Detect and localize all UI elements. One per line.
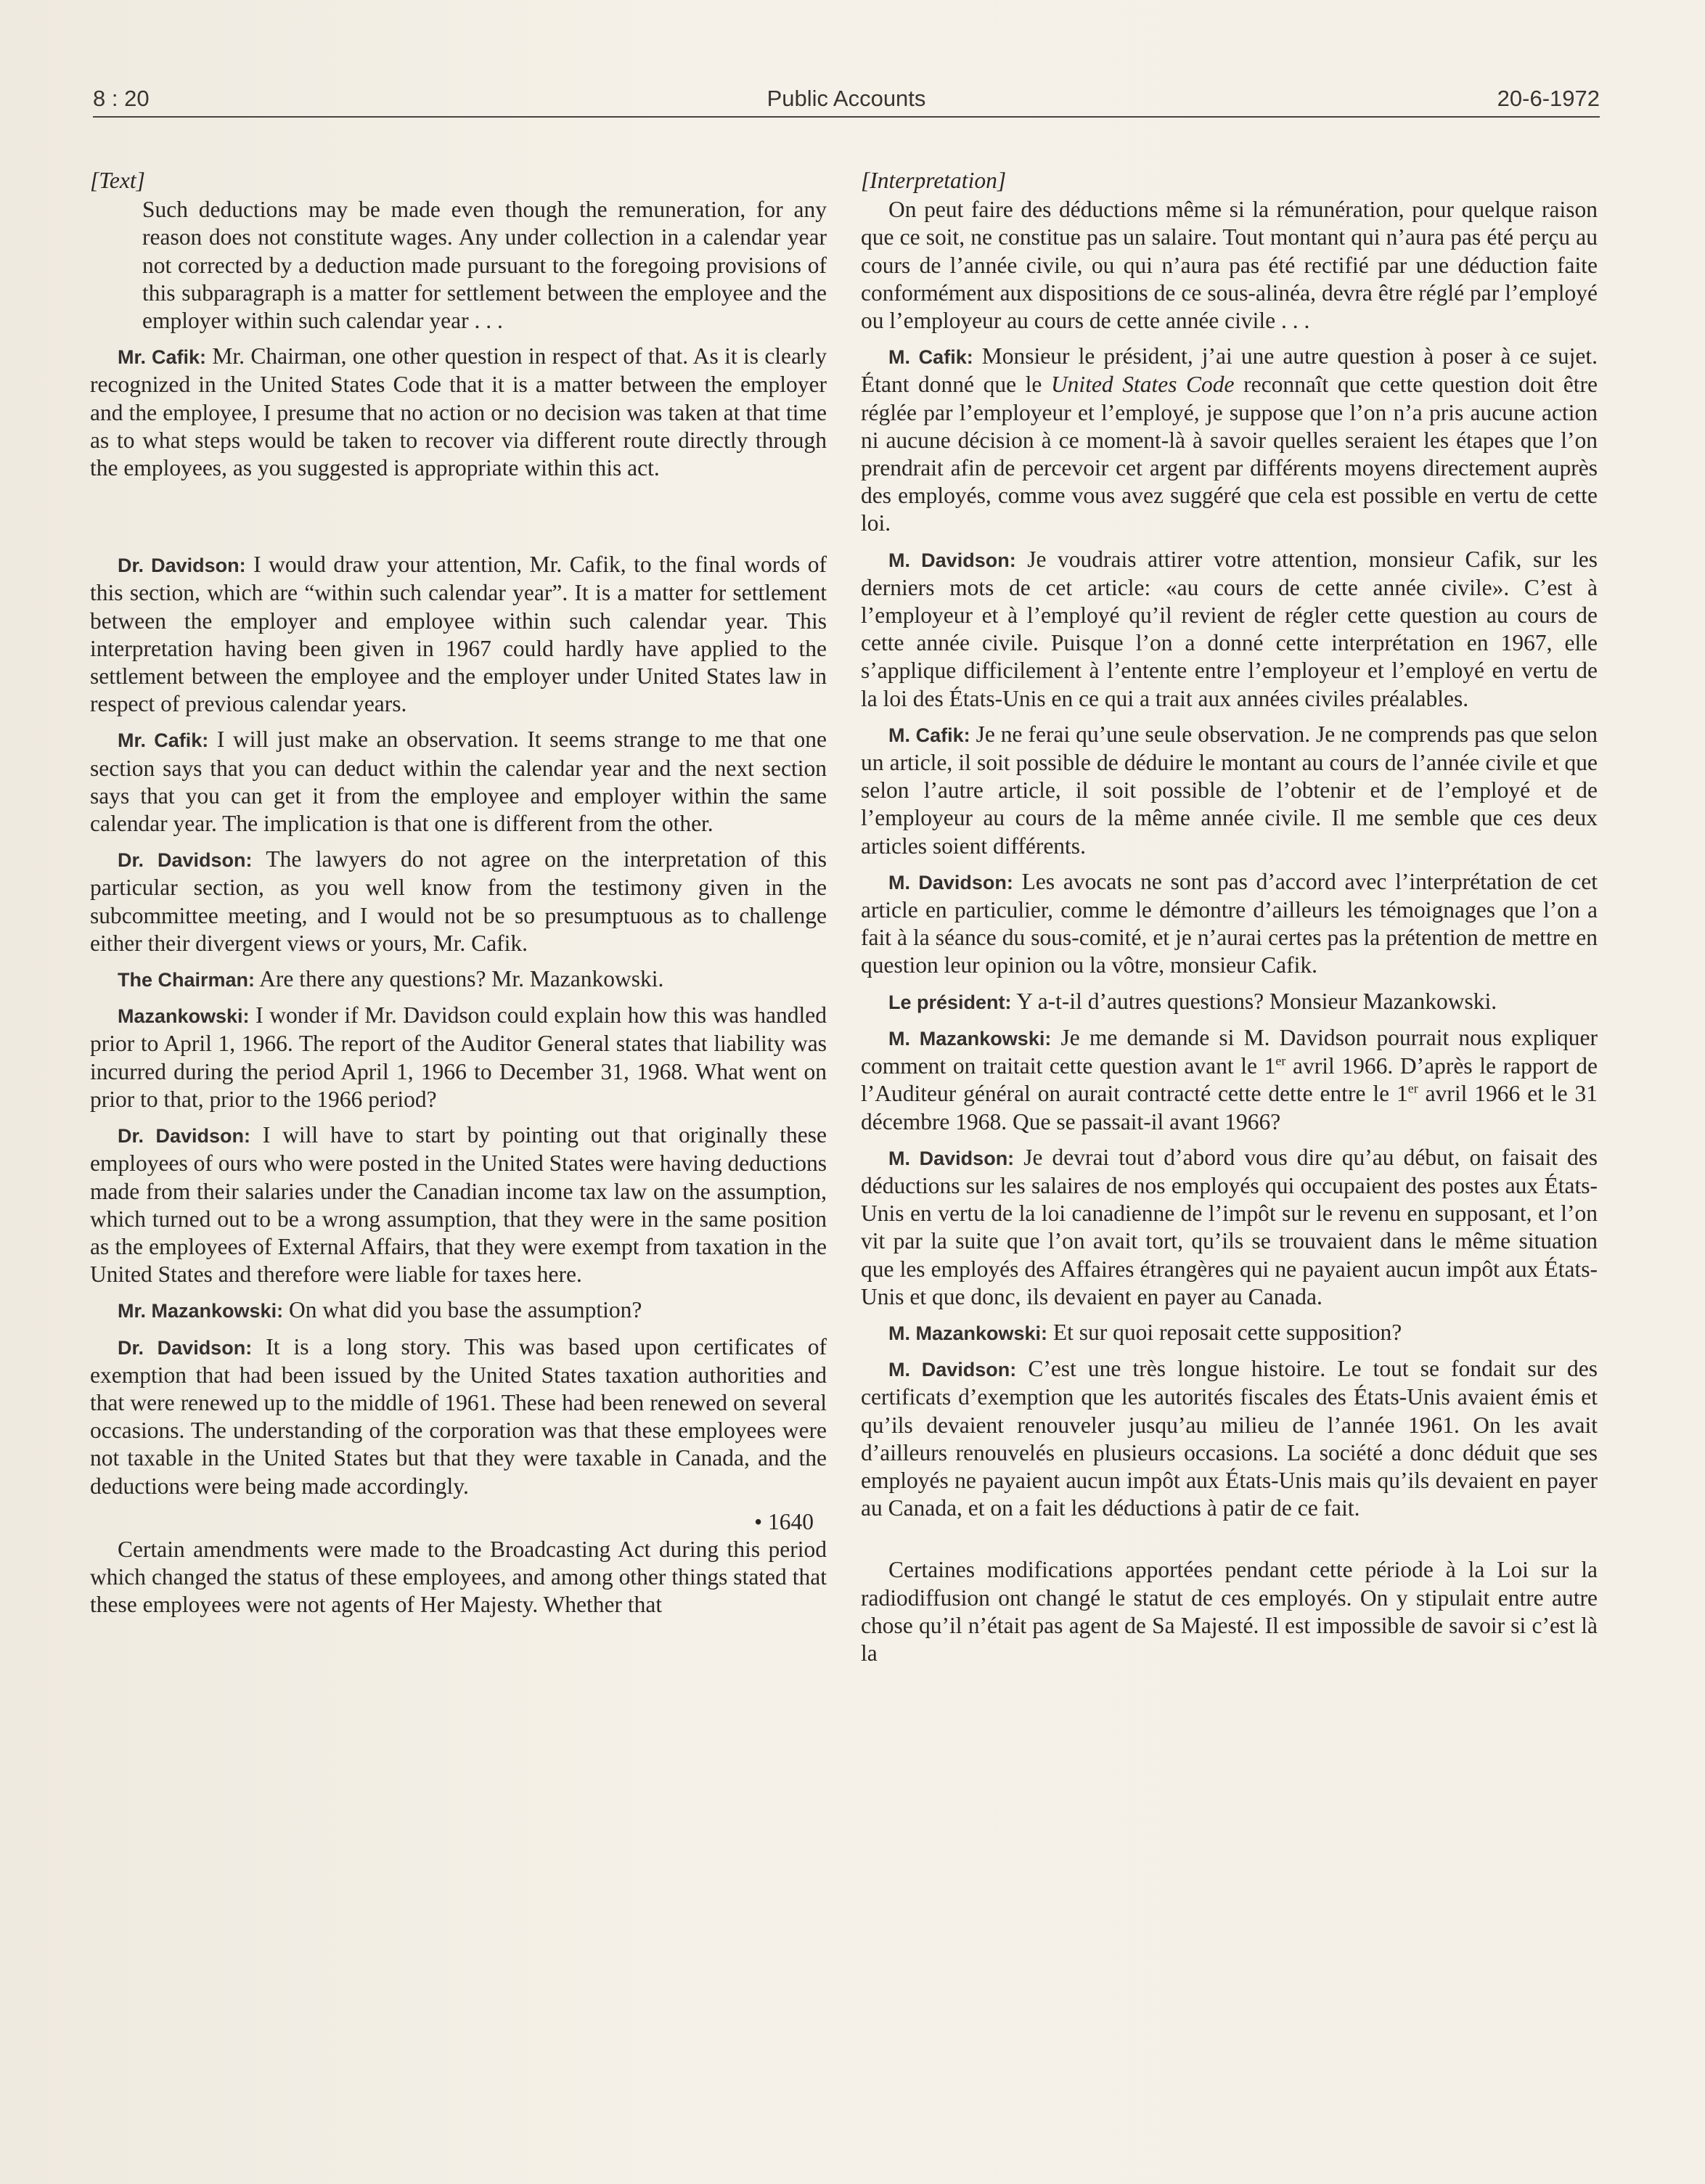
paragraph: Certain amendments were made to the Broadcasting Act during this period which changed the status of these employees, and among other things stated that these employees were not agents of Her Majesty. Whether that xyxy=(90,1536,827,1618)
paragraph xyxy=(861,546,1598,713)
speech-text: Je voudrais attirer votre attention, monsieur Cafik, sur les derniers mots de cet article: «au cours de cette année civile». C’est à l’employeur et à l’employé qu’il revient de régler cette question au cours de cette année civile. Puisque l’on a donné cette interprétation en 1967, elle s’applique difficilement à l’entente entre l’employeur et l’employé en vertu de la loi des États-Unis en ce qui a trait aux années civiles préalables. xyxy=(861,546,1598,711)
speaker-name: Dr. Davidson: xyxy=(118,849,253,872)
speech-text: Je ne ferai qu’une seule observation. Je ne comprends pas que selon un article, il soit possible de déduire le montant au cours de l’année civile et que selon l’autre article, il soit possible de l’obtenir et de l’employé et de l’employeur au cours de la même année civile. Il me semble que ces deux articles soient différents. xyxy=(861,721,1598,859)
english-column xyxy=(90,167,827,1627)
speaker-name: The Chairman: xyxy=(118,969,255,991)
speaker-name: M. Mazankowski: xyxy=(888,1322,1048,1344)
speaker-name: Mr. Mazankowski: xyxy=(118,1300,284,1322)
speech-text: I will just make an observation. It seems strange to me that one section says that you can deduct within the calendar year and the next section says that you can get it from the employee and employer within the same calendar year. The implication is that one is different from the other. xyxy=(90,727,827,837)
speech-text: avril 1966. D’après le rapport de l’Auditeur général on aurait contracté cette dette entre le 1 xyxy=(861,1053,1598,1107)
paragraph xyxy=(861,868,1598,980)
paragraph xyxy=(90,343,827,482)
speaker-name: M. Davidson: xyxy=(888,1359,1017,1381)
spacer xyxy=(90,490,827,551)
paragraph xyxy=(90,965,827,994)
paragraph xyxy=(861,988,1598,1016)
speaker-name: M. Cafik: xyxy=(888,346,973,369)
speech-text: C’est une très longue histoire. Le tout se fondait sur des certificats d’exemption que les autorités fiscales des États-Unis avaient émis et qu’ils devaient renouveler jusqu’au milieu de l’année 1961. On les avait d’ailleurs renouvelés en plusieurs occasions. La société a donc déduit que ses employés ne payaient aucun impôt aux États-Unis mais qu’ils devaient en payer au Canada, et on a fait les déductions à patir de ce fait. xyxy=(861,1356,1598,1521)
paragraph xyxy=(861,343,1598,537)
french-column xyxy=(861,167,1598,1675)
paragraph: On peut faire des déductions même si la rémunération, pour quelque raison que ce soit, ne constitue pas un salaire. Tout montant qui n’aura pas été perçu au cours de l’année civile, ou qui n’aura pas été rectifié par une déduction faite conformément aux dispositions de ce sous-alinéa, devra être réglé par l’employé ou l’employeur au cours de cette année civile . . . xyxy=(861,197,1598,334)
header-date: 20-6-1972 xyxy=(1497,86,1600,111)
speaker-name: Mazankowski: xyxy=(118,1005,250,1028)
speech-text: I wonder if Mr. Davidson could explain how this was handled prior to April 1, 1966. The report of the Auditor General states that liability was incurred during the period April 1, 1966 to December 31, 1968. What went on prior to that, prior to the 1966 period? xyxy=(90,1002,827,1112)
paragraph xyxy=(861,1144,1598,1311)
speaker-name: Mr. Cafik: xyxy=(118,346,207,369)
speech-text: Les avocats ne sont pas d’accord avec l’interprétation de cet article en particulier, comme le démontre d’ailleurs les témoignages que l’on a fait à la séance du sous-comité, et je n’aurai certes pas la prétention de mettre en question leur opinion ou la vôtre, monsieur Cafik. xyxy=(861,868,1598,978)
speech-text: Are there any questions? Mr. Mazankowski. xyxy=(255,966,664,992)
speech-text: avril 1966 et le 31 décembre 1968. Que se passait-il avant 1966? xyxy=(861,1081,1598,1134)
speech-text: I would draw your attention, Mr. Cafik, to the final words of this section, which are “within such calendar year”. It is a matter for settlement between the employer and employee within such calendar year. This interpretation having been given in 1967 could hardly have applied to the settlement between the employee and the employer under United States law in respect of previous calendar years. xyxy=(90,552,827,717)
speech-text: Et sur quoi reposait cette supposition? xyxy=(1047,1319,1402,1345)
paragraph xyxy=(90,726,827,838)
speech-text: I will have to start by pointing out that originally these employees of ours who were posted in the United States were having deductions made from their salaries under the Canadian income tax law on the assumption, which turned out to be a wrong assumption, that they were in the same position as the employees of External Affairs, that they were exempt from taxation in the United States and therefore were liable for taxes here. xyxy=(90,1122,827,1288)
speaker-name: Dr. Davidson: xyxy=(118,555,246,577)
quoted-statute: Such deductions may be made even though the remuneration, for any reason does not constitute wages. Any under collection in a calendar year not corrected by a deduction made pursuant to the foregoing provisions of this subparagraph is a matter for settlement between the employee and the employer within such calendar year . . . xyxy=(142,197,827,334)
paragraph xyxy=(90,1121,827,1288)
speech-text: Monsieur le président, j’ai une autre question à poser à ce sujet. Étant donné que le xyxy=(861,343,1598,398)
speech-text: Mr. Chairman, one other question in respect of that. As it is clearly recognized in the United States Code that it is a matter between the employer and the employee, I presume that no action or no decision was taken at that time as to what steps would be taken to recover via different route directly through the employees, as you suggested is appropriate within this act. xyxy=(90,343,827,481)
speaker-name: M. Davidson: xyxy=(888,871,1013,893)
page-number: 8 : 20 xyxy=(93,86,150,111)
paragraph xyxy=(90,1296,827,1325)
speaker-name: Le président: xyxy=(888,991,1012,1013)
speaker-name: Dr. Davidson: xyxy=(118,1125,250,1148)
speaker-name: M. Cafik: xyxy=(888,724,970,746)
speaker-name: M. Davidson: xyxy=(888,549,1016,571)
time-marker: • 1640 xyxy=(754,1508,814,1534)
paragraph xyxy=(861,721,1598,860)
paragraph xyxy=(861,1319,1598,1347)
speech-text: It is a long story. This was based upon certificates of exemption that had been issued by the United States taxation authorities and that were renewed up to the middle of 1961. These had been renewed on several occasions. The understanding of the corporation was that these employees were not taxable in the United States but that they were taxable in Canada, and the deductions were being made accordingly. xyxy=(90,1333,827,1499)
header-rule xyxy=(93,116,1600,118)
italic-title: United States Code xyxy=(1050,372,1235,398)
paragraph xyxy=(861,1355,1598,1522)
speaker-name: Mr. Cafik: xyxy=(118,729,209,752)
paragraph xyxy=(90,1002,827,1113)
speech-text: The lawyers do not agree on the interpretation of this particular section, as you well know from the testimony given in the subcommittee meeting, and I would not be so presumptuous as to challenge either their divergent views or yours, Mr. Cafik. xyxy=(90,846,827,956)
speaker-name: M. Davidson: xyxy=(888,1147,1015,1169)
speaker-name: Dr. Davidson: xyxy=(118,1336,253,1359)
speech-text: Y a-t-il d’autres questions? Monsieur Mazankowski. xyxy=(1011,988,1497,1014)
speech-text: Je devrai tout d’abord vous dire qu’au début, on faisait des déductions sur les salaires de nos employés qui occupaient des postes aux États-Unis en vertu de la loi canadienne de l’impôt sur le revenu en supposant, et l’on vit par la suite que l’on avait tort, qu’ils se trouvaient dans le même situation que les employés des Affaires étrangères qui ne payaient aucun impôt aux États-Unis et que donc, ils devaient en payer au Canada. xyxy=(861,1144,1598,1309)
paragraph xyxy=(90,846,827,957)
spacer xyxy=(861,1530,1598,1556)
speaker-name: M. Mazankowski: xyxy=(888,1027,1052,1050)
speech-text: On what did you base the assumption? xyxy=(283,1297,642,1323)
page-header xyxy=(93,86,1600,115)
paragraph xyxy=(90,1333,827,1500)
paragraph: Certaines modifications apportées pendant cette période à la Loi sur la radiodiffusion ont changé le statut de ces employés. On y stipulait entre autre chose qu’il n’était pas agent de Sa Majesté. Il est impossible de savoir si c’est là la xyxy=(861,1557,1598,1666)
text-label: [Text] xyxy=(90,168,145,193)
superscript: er xyxy=(1407,1081,1418,1096)
paragraph xyxy=(861,1024,1598,1136)
paragraph xyxy=(90,551,827,718)
speech-text: Je me demande si M. Davidson pourrait nous expliquer comment on traitait cette question avant le 1 xyxy=(861,1024,1598,1079)
interpretation-label: [Interpretation] xyxy=(861,168,1007,193)
superscript: er xyxy=(1275,1053,1286,1068)
speech-text: reconnaît que cette question doit être réglée par l’employeur et l’employé, je suppose que l’on n’a pris aucune action ni aucune décision à ce moment-là à savoir quelles seraient les étapes que l’on prendrait afin de percevoir cet argent par différents moyens directement auprès des employés, comme vous avez suggéré que cela est possible en vertu de cette loi. xyxy=(861,372,1598,536)
running-title: Public Accounts xyxy=(766,86,926,111)
